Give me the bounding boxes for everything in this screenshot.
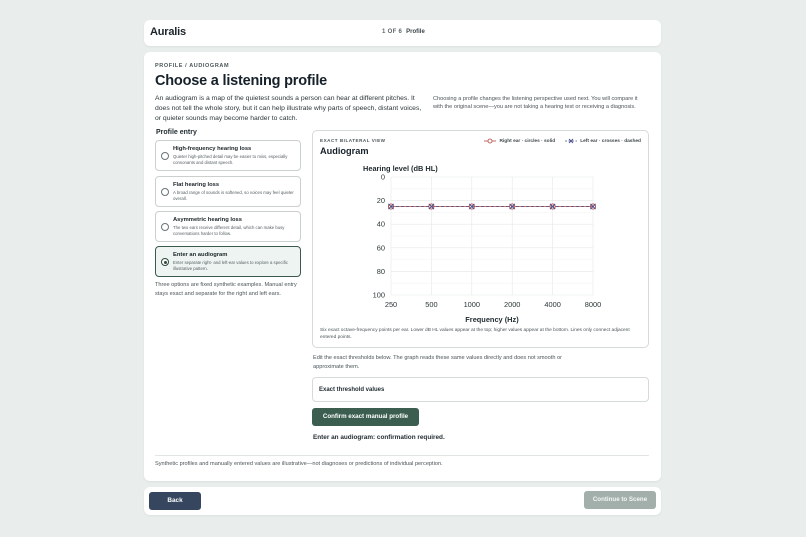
legend-label: Right ear · circles · solid (499, 138, 556, 144)
top-bar (144, 20, 661, 46)
radio-button[interactable] (161, 188, 169, 196)
continue-button[interactable]: Continue to Scene (584, 491, 656, 509)
x-tick-label: 1000 (463, 300, 481, 309)
option-description: The two ears receive different detail, which can make busy conversations harder to follow. (173, 225, 285, 236)
breadcrumb: PROFILE / AUDIOGRAM (155, 63, 230, 69)
profile-option-flat[interactable] (155, 176, 301, 207)
intro-text: An audiogram is a map of the quietest sounds a person can hear at different pitches. It does not tell the whole story, but it can help illustrate why parts of speech, distant voices, or quieter sounds may become harder to catch. (155, 95, 422, 122)
step-indicator (382, 29, 425, 35)
manual-note: Edit the exact thresholds below. The graph reads these same values directly and does not smooth or approximate them. (313, 355, 562, 370)
option-title: Flat hearing loss (173, 182, 220, 188)
chart-note: Six exact octave-frequency points per ear. Lower dB HL values appear at the top; higher values appear at the bottom. Lines only connect adjacent entered points. (320, 328, 630, 341)
brand-logo: Auralis (150, 26, 186, 38)
radio-button-selected[interactable] (161, 258, 169, 266)
option-description: A broad range of sounds is softened, so voices may feel quieter overall. (173, 190, 294, 201)
confirm-profile-button[interactable]: Confirm exact manual profile (312, 408, 419, 426)
audiogram-chart (313, 131, 650, 327)
option-description: Enter separate right- and left-ear values to explore a specific illustrative pattern. (173, 260, 288, 271)
y-tick-label: 80 (376, 266, 385, 276)
threshold-values-section[interactable] (312, 377, 649, 402)
y-axis-label: Hearing level (dB HL) (363, 164, 438, 173)
x-tick-label: 4000 (544, 300, 561, 309)
back-button[interactable]: Back (149, 492, 201, 510)
y-tick-label: 100 (372, 290, 385, 300)
confirmation-status: Enter an audiogram: confirmation required. (313, 434, 445, 441)
option-title: Asymmetric hearing loss (173, 217, 242, 223)
x-axis-label: Frequency (Hz) (465, 315, 519, 324)
y-tick-label: 60 (376, 243, 385, 253)
profile-entry-heading: Profile entry (156, 129, 197, 136)
radio-button[interactable] (161, 152, 169, 160)
profile-option-high-frequency[interactable] (155, 140, 301, 171)
option-description: Quieter high-pitched detail may be easier to miss, especially consonants and distant speech. (173, 154, 288, 165)
x-tick-label: 250 (384, 300, 398, 309)
chart-eyebrow: EXACT BILATERAL VIEW (320, 138, 386, 143)
chart-title: Audiogram (320, 146, 369, 156)
footer-bar (144, 487, 661, 515)
side-note: Choosing a profile changes the listening perspective used next. You will compare it with the original scene—you are not taking a hearing test or receiving a diagnosis. (433, 96, 638, 111)
option-title: High-frequency hearing loss (173, 146, 252, 152)
y-tick-label: 0 (380, 172, 385, 182)
y-tick-label: 20 (376, 196, 385, 206)
profile-card (144, 52, 661, 481)
option-title: Enter an audiogram (173, 252, 228, 258)
audiogram-panel (312, 130, 649, 348)
page-title: Choose a listening profile (155, 73, 328, 89)
x-tick-label: 2000 (503, 300, 521, 309)
y-tick-label: 40 (376, 219, 385, 229)
x-tick-label: 8000 (584, 300, 602, 309)
x-tick-label: 500 (425, 300, 438, 309)
disclaimer: Synthetic profiles and manually entered values are illustrative—not diagnoses or predictions of individual perception. (155, 461, 443, 467)
radio-button[interactable] (161, 223, 169, 231)
step-name: Profile (406, 29, 425, 35)
profile-option-asymmetric[interactable] (155, 211, 301, 242)
divider (155, 455, 649, 456)
legend-label: Left ear · crosses · dashed (580, 138, 641, 144)
threshold-values-label: Exact threshold values (319, 387, 385, 393)
profile-option-enter-audiogram[interactable] (155, 246, 301, 277)
profile-note: Three options are fixed synthetic examples. Manual entry stays exact and separate for the right and left ears. (155, 282, 297, 297)
step-count: 1 OF 6 (382, 29, 403, 35)
